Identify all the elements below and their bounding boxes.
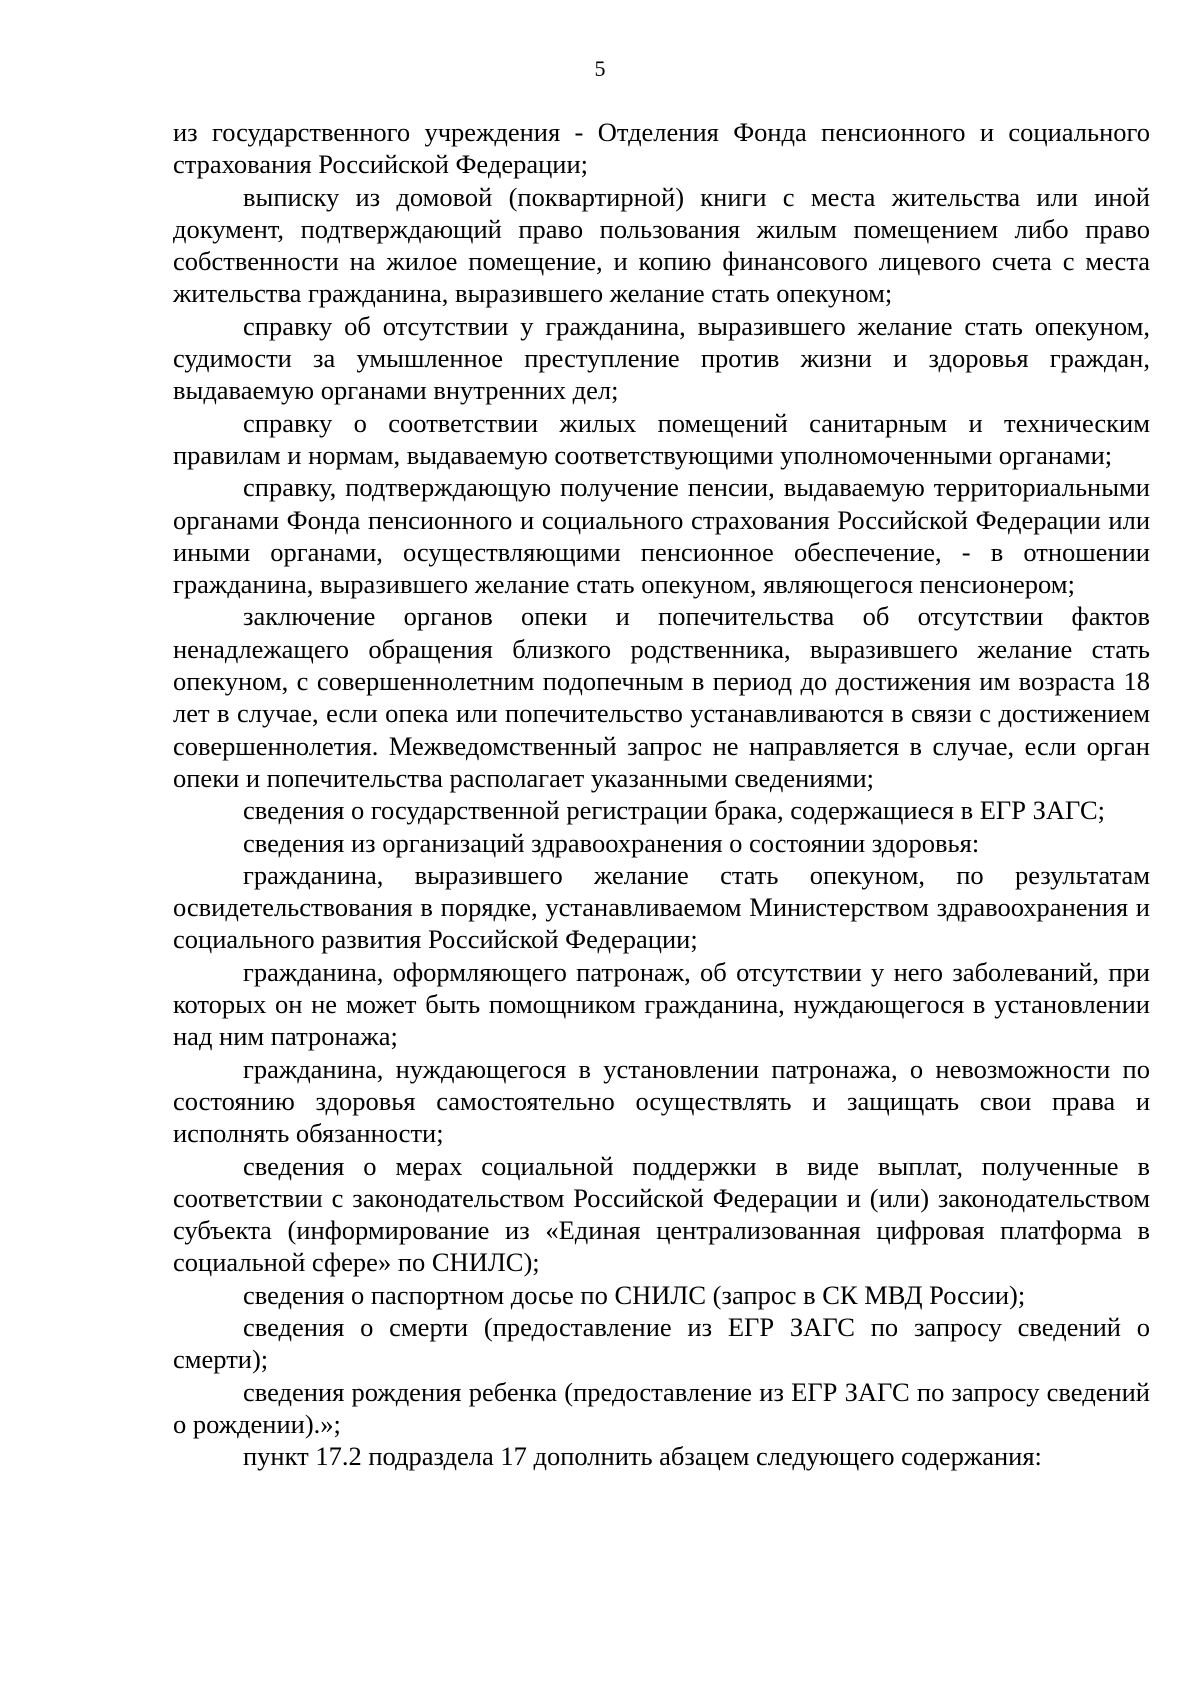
paragraph: выписку из домовой (поквартирной) книги с места жительства или иной документ, подтверждающий право пользования жилым помещением либо право собственности на жилое помещение, и копию финансового лицевого счета с места жительства гражданина, выразившего желание стать опекуном; — [173, 181, 1150, 309]
paragraph: сведения о государственной регистрации брака, содержащиеся в ЕГР ЗАГС; — [243, 795, 1106, 826]
paragraph: сведения рождения ребенка (предоставление из ЕГР ЗАГС по запросу сведений о рождении).»; — [173, 1376, 1150, 1439]
paragraph: справку о соответствии жилых помещений санитарным и техническим правилам и нормам, выдаваемую соответствующими уполномоченными органами; — [173, 407, 1150, 470]
page-number: 5 — [594, 56, 606, 81]
paragraph: сведения о смерти (предоставление из ЕГР ЗАГС по запросу сведений о смерти); — [173, 1311, 1150, 1375]
paragraph: справку об отсутствии у гражданина, выразившего желание стать опекуном, судимости за умышленное преступление против жизни и здоровья граждан, выдаваемую органами внутренних дел; — [173, 310, 1150, 406]
paragraph: гражданина, оформляющего патронаж, об отсутствии у него заболеваний, при которых он не может быть помощником гражданина, нуждающегося в установлении над ним патронажа; — [173, 956, 1150, 1052]
paragraph: гражданина, выразившего желание стать опекуном, по результатам освидетельствования в порядке, устанавливаемом Министерством здравоохранения и социального развития Российской Федерации; — [173, 859, 1150, 955]
paragraph: справку, подтверждающую получение пенсии, выдаваемую территориальными органами Фонда пенсионного и социального страхования Российской Федерации или иными органами, осуществляющими пенсионное обеспечение, - в отношении гражданина, выразившего желание стать опекуном, являющегося пенсионером; — [173, 472, 1150, 600]
paragraph: сведения из организаций здравоохранения о состоянии здоровья: — [243, 827, 980, 858]
document-body — [173, 116, 1150, 1472]
paragraph: из государственного учреждения - Отделения Фонда пенсионного и социального страхования Российской Федерации; — [173, 117, 1150, 180]
paragraph: пункт 17.2 подраздела 17 дополнить абзацем следующего содержания: — [243, 1441, 1042, 1472]
paragraph: сведения о мерах социальной поддержки в виде выплат, полученные в соответствии с законодательством Российской Федерации и (или) законодательством субъекта (информирование из «Единая централизованная цифровая платформа в социальной сфере» по СНИЛС); — [173, 1150, 1150, 1278]
paragraph: гражданина, нуждающегося в установлении патронажа, о невозможности по состоянию здоровья самостоятельно осуществлять и защищать свои права и исполнять обязанности; — [173, 1053, 1150, 1149]
paragraph: заключение органов опеки и попечительства об отсутствии фактов ненадлежащего обращения близкого родственника, выразившего желание стать опекуном, с совершеннолетним подопечным в период до достижения им возраста 18 лет в случае, если опека или попечительство устанавливаются в связи с достижением совершеннолетия. Межведомственный запрос не направляется в случае, если орган опеки и попечительства располагает указанными сведениями; — [173, 601, 1150, 793]
paragraph: сведения о паспортном досье по СНИЛС (запрос в СК МВД России); — [243, 1279, 1026, 1310]
